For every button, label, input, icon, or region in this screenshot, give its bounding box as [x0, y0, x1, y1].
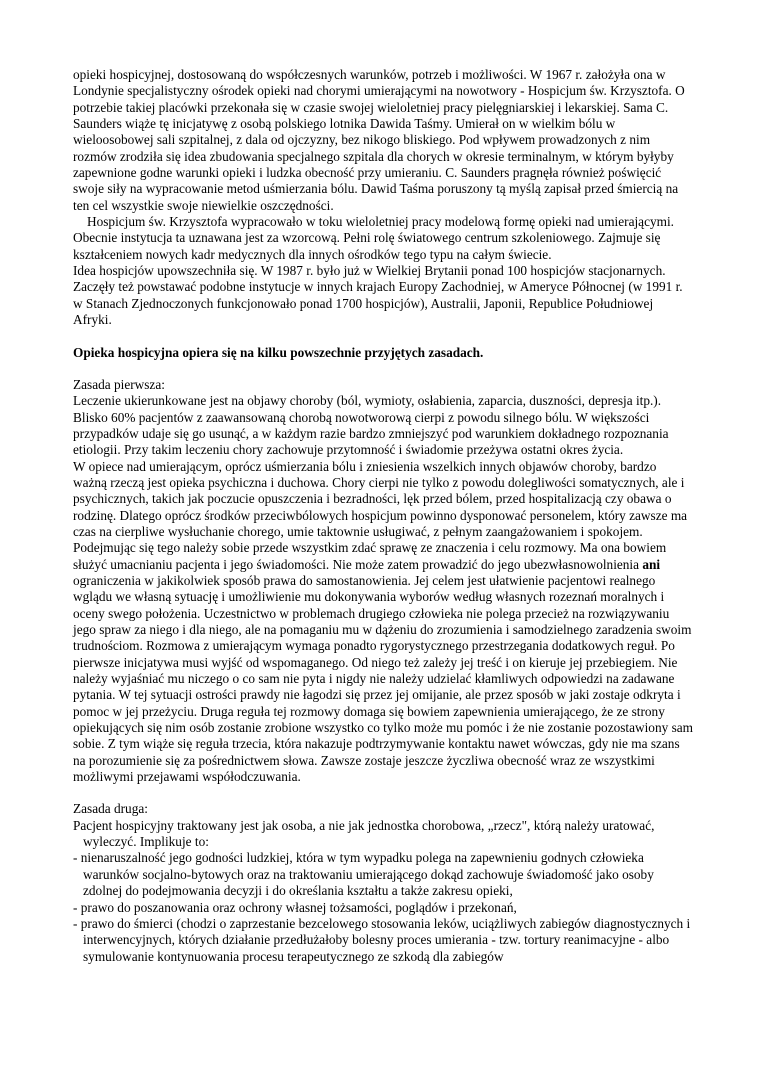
- paragraph-st-christopher: Hospicjum św. Krzysztofa wypracowało w toku wieloletniej pracy modelową formę opieki nad umierającymi. Obecnie instytucja ta uznawana jest za wzorcową. Pełni rolę światowego centrum szkoleniowego. Zajmuje się kształceniem nowych kadr medycznych dla innych ośrodków tego typu na całym świecie.: [73, 214, 674, 262]
- rule-two-paragraph-1: Pacjent hospicyjny traktowany jest jak osoba, a nie jak jednostka chorobowa, „rzecz", którą należy uratować, wyleczyć. Implikuje to:: [73, 817, 655, 850]
- rule-two-label: Zasada druga:: [73, 801, 148, 817]
- rule-one-bold-word: ani: [642, 556, 661, 572]
- paragraph-hospice-spread: Idea hospicjów upowszechniła się. W 1987 r. było już w Wielkiej Brytanii ponad 100 hospicjów stacjonarnych. Zaczęły też powstawać podobne instytucje w innych krajach Europy Zachodniej, w Ameryce Północnej (w 1991 r. w Stanach Zjednoczonych funkcjonowało ponad 1700 hospicjów), Australii, Japonii, Republice Południowej Afryki.: [73, 263, 683, 328]
- rule-two-list-item: - prawo do poszanowania oraz ochrony własnej tożsamości, poglądów i przekonań,: [73, 899, 517, 915]
- document-page: [73, 67, 693, 965]
- section-heading: Opieka hospicyjna opiera się na kilku powszechnie przyjętych zasadach.: [73, 344, 484, 360]
- rule-one-text-b: ograniczenia w jakikolwiek sposób prawa do samostanowienia. Jej celem jest ułatwienie pacjentowi realnego wglądu we własną sytuację i umożliwienie mu dokonywania wyborów według własnych rozeznań moralnych i oceny swego położenia. Uczestnictwo w problemach drugiego człowieka nie polega przecież na rozwiązywaniu jego spraw za niego i dla niego, ale na pomaganiu mu w dążeniu do zrozumienia i samodzielnego zaradzenia swoim trudnościom. Rozmowa z umierającym wymaga ponadto rygorystycznego przestrzegania dodatkowych reguł. Po pierwsze inicjatywa musi wyjść od wspomaganego. Od niego też zależy jej treść i on kieruje jej przebiegiem. Nie należy wyjaśniać mu niczego o co sam nie pyta i nigdy nie należy udzielać kłamliwych odpowiedzi na zadawane pytania. W tej sytuacji ostrości prawdy nie łagodzi się przez jej omijanie, ale przez sposób w jaki zostaje odkryta i pomoc w jej przeżyciu. Druga reguła tej rozmowy domaga się bowiem zapewnienia umierającego, że ze strony opiekujących się nim osób zostanie zrobione wszystko co tylko może mu pomóc i że nie zostanie pozostawiony sam sobie. Z tym wiąże się reguła trzecia, która nakazuje podtrzymywanie kontaktu nawet wówczas, gdy nie ma szans na porozumienie się za pośrednictwem słowa. Zawsze zostaje jeszcze życzliwa obecność wraz ze wszystkimi możliwymi przejawami współodczuwania.: [73, 572, 693, 785]
- rule-one-paragraph-1: Leczenie ukierunkowane jest na objawy choroby (ból, wymioty, osłabienia, zaparcia, duszności, depresja itp.). Blisko 60% pacjentów z zaawansowaną chorobą nowotworową cierpi z powodu silnego bólu. W większości przypadków udaje się go usunąć, a w każdym razie bardzo zmniejszyć pod warunkiem dokładnego rozpoznania etiologii. Przy takim leczeniu chory zachowuje przytomność i świadomie przeżywa ostatni okres życia.: [73, 393, 669, 458]
- rule-one-paragraph-2: [73, 459, 693, 786]
- rule-one-text-a: W opiece nad umierającym, oprócz uśmierzania bólu i zniesienia wszelkich innych objawów choroby, bardzo ważną rzeczą jest opieka psychiczna i duchowa. Chory cierpi nie tylko z powodu dolegliwości somatycznych, ale i psychicznych, takich jak poczucie opuszczenia i bezradności, lęk przed bólem, przed hospitalizacją czy obawa o rodzinę. Dlatego oprócz środków przeciwbólowych hospicjum powinno dysponować personelem, który zawsze ma czas na cierpliwe wysłuchanie chorego, umie taktownie usługiwać, z pełnym zaangażowaniem i spokojem. Podejmując się tego należy sobie przede wszystkim zdać sprawę ze znaczenia i celu rozmowy. Ma ona bowiem służyć umacnianiu pacjenta i jego świadomości. Nie może zatem prowadzić do jego ubezwłasnowolnienia: [73, 458, 688, 572]
- spacer: [73, 361, 693, 377]
- spacer: [73, 329, 693, 345]
- rule-two-list-item: - nienaruszalność jego godności ludzkiej, która w tym wypadku polega na zapewnieniu godnych człowieka warunków socjalno-bytowych oraz na traktowaniu umierającego dokąd zachowuje świadomość jako osoby zdolnej do podejmowania decyzji i do określania kształtu a także zakresu opieki,: [73, 850, 654, 899]
- rule-two-list-item: - prawo do śmierci (chodzi o zaprzestanie bezcelowego stosowania leków, uciążliwych zabiegów diagnostycznych i interwencyjnych, których działanie przedłużałoby bolesny proces umierania - tzw. tortury reanimacyjne - albo symulowanie kontynuowania procesu terapeutycznego ze szkodą dla zabiegów: [73, 915, 691, 964]
- spacer: [73, 785, 693, 801]
- paragraph-history: opieki hospicyjnej, dostosowaną do współczesnych warunków, potrzeb i możliwości. W 1967 r. założyła ona w Londynie specjalistyczny ośrodek opieki nad chorymi umierającymi na nowotwory - Hospicjum św. Krzysztofa. O potrzebie takiej placówki przekonała się w czasie swojej wieloletniej pracy pielęgniarskiej i lekarskiej. Sama C. Saunders wiąże tę inicjatywę z osobą polskiego lotnika Dawida Taśmy. Umierał on w wielkim bólu w wieloosobowej sali szpitalnej, z dala od ojczyzny, bez nikogo bliskiego. Pod wpływem prowadzonych z nim rozmów zrodziła się idea zbudowania specjalnego szpitala dla chorych w okresie terminalnym, w którym byłyby zapewnione godne warunki opieki i ludzka obecność przy umieraniu. C. Saunders pragnęła również poświęcić swoje siły na wypracowanie metod uśmierzania bólu. Dawid Taśma poruszony tą myślą zapisał przed śmiercią na ten cel wszystkie swoje niewielkie oszczędności.: [73, 67, 685, 213]
- rule-one-label: Zasada pierwsza:: [73, 376, 165, 392]
